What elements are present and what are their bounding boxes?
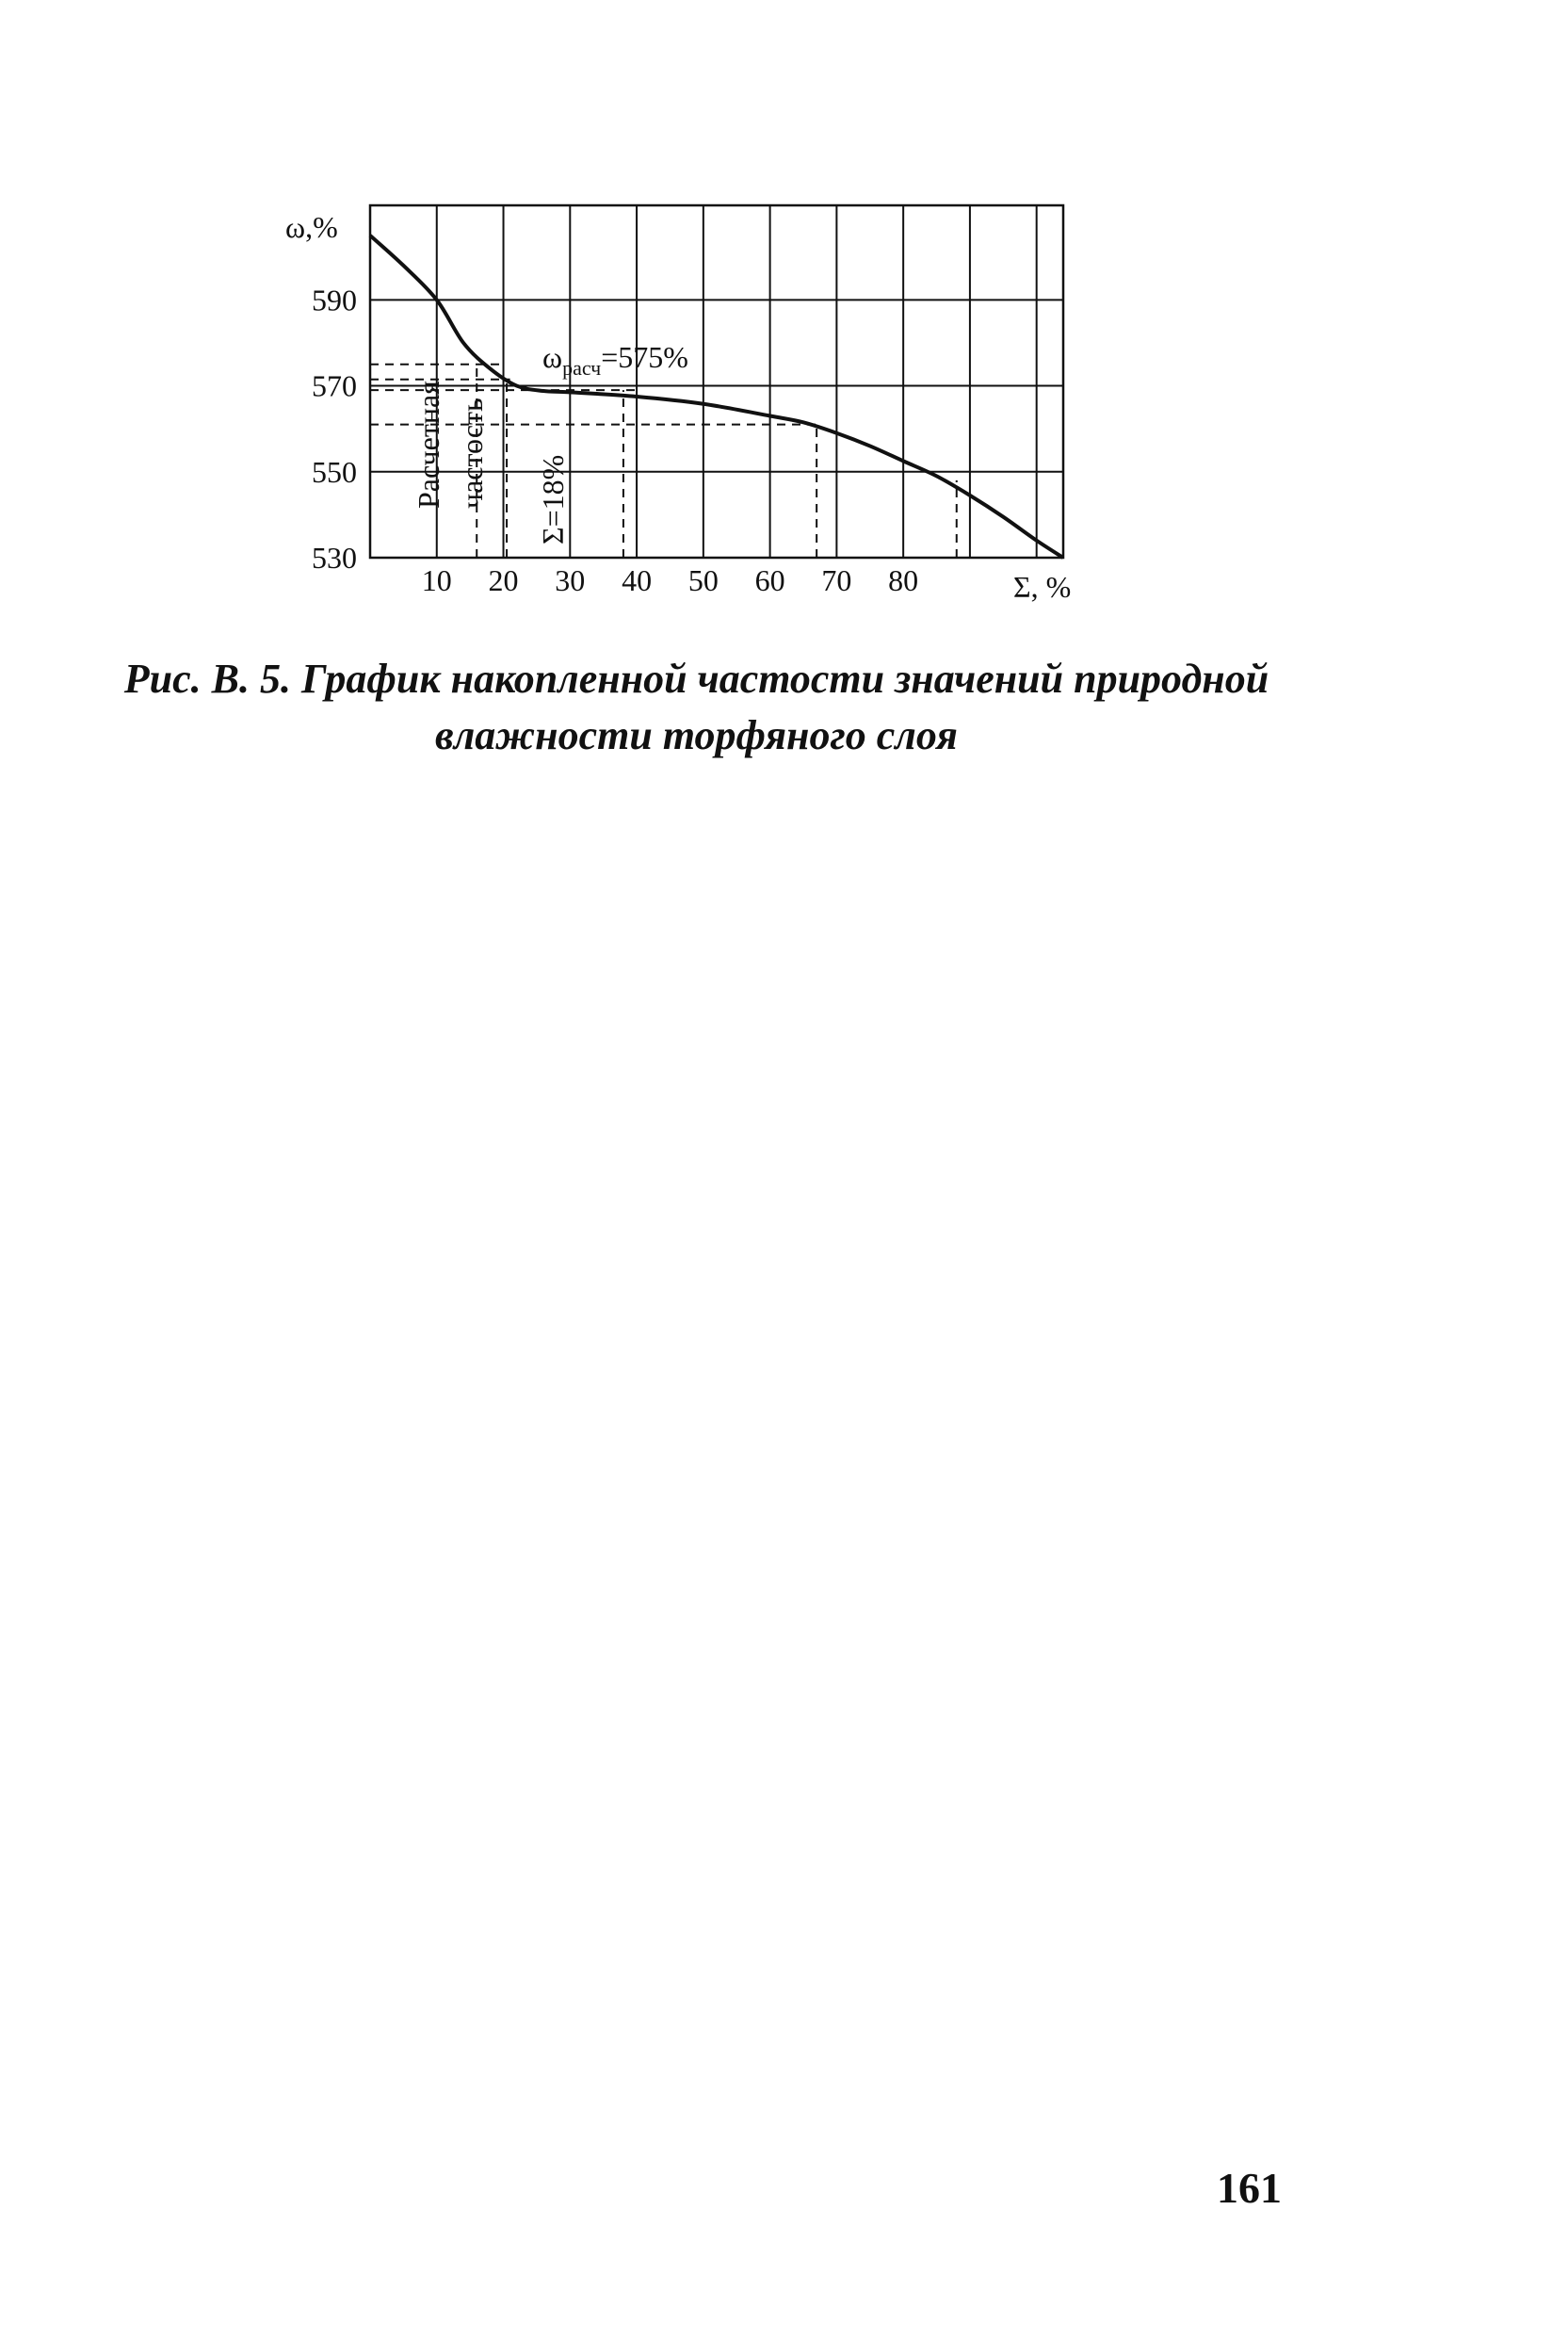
x-tick-label: 10	[421, 563, 452, 597]
y-tick-label: 550	[312, 454, 357, 489]
figure-caption-line-1: Рис. В. 5. График накопленной частости значений природной	[123, 656, 1269, 702]
x-tick-label: 20	[488, 563, 519, 597]
x-axis-label: Σ, %	[1013, 570, 1072, 604]
x-tick-label: 50	[687, 563, 719, 597]
x-tick-labels	[422, 563, 918, 597]
x-tick-label: 60	[754, 563, 785, 597]
x-tick-label: 70	[821, 563, 852, 597]
design-value-annotation: $\omega_{расч}=575\%$	[542, 340, 688, 380]
x-tick-label: 30	[555, 563, 586, 597]
y-tick-labels	[312, 283, 357, 575]
page-number: 161	[1217, 2164, 1282, 2212]
sum-annotation: Σ=18%	[536, 454, 570, 544]
x-tick-label: 80	[888, 563, 919, 597]
y-axis-label: ω,%	[285, 210, 338, 244]
figure-caption-line-2: влажности торфяного слоя	[435, 712, 958, 758]
y-tick-label: 570	[312, 368, 357, 403]
x-tick-label: 40	[622, 563, 653, 597]
y-tick-label: 590	[312, 283, 357, 317]
y-tick-label: 530	[312, 541, 357, 575]
chart	[0, 0, 1568, 641]
design-frequency-label: Расчетная частость	[412, 381, 489, 509]
